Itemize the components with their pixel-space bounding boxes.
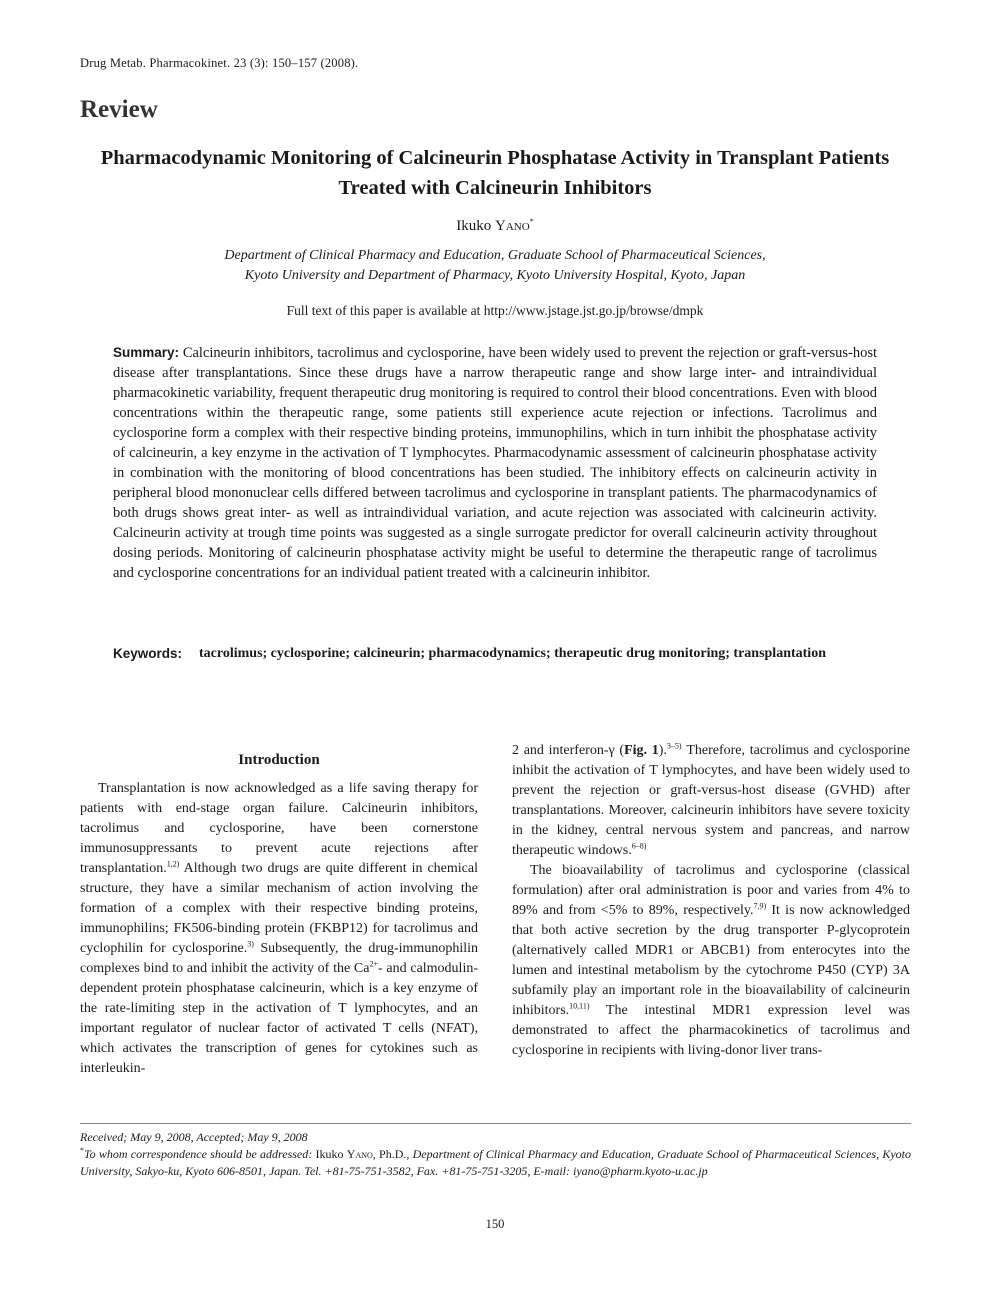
text-run: Transplantation is now acknowledged as a life saving therapy for patients with end-stage organ failure. Calcineurin inhibitors, tacrolimus and cyclosporine, have been cornerstone immunosuppressants to prevent acute rejections after transplantation. [80,781,478,876]
right-column [512,741,910,1061]
text-run: It is now acknowledged that both active secretion by the drug transporter P-glycoprotein (alternatively called MDR1 or ABCB1) from enterocytes into the lumen and intestinal metabolism by the cytochrome P450 (CYP) 3A subfamily play an important role in the bioavailability of calcineurin inhibitors. [512,903,910,1018]
paragraph [80,779,478,1079]
text-run: 2 and interferon-γ ( [512,743,625,758]
text-run: The intestinal MDR1 expression level was demonstrated to affect the pharmacokinetics of tacrolimus and cyclosporine in recipients with living-donor liver trans- [512,1003,910,1058]
correspondence-note [80,1146,911,1180]
citation[interactable]: 3) [247,939,254,949]
text-run: To whom correspondence should be addressed: [84,1147,316,1161]
author-first-name: Ikuko [456,218,496,234]
text-run: , Ph.D., [372,1147,413,1161]
text-run: Yano [346,1147,373,1161]
citation[interactable]: 6–8) [631,841,647,851]
author-line [80,218,910,235]
ion-charge: 2+ [369,959,378,969]
text-run: Department of Clinical Pharmacy and Education, Graduate School of Pharmaceutical Sciences, Kyoto University, Sakyo-ku, Kyoto 606-8501, Japan. Tel. +81-75-751-3582, Fax. +81-75-751-3205, E-mail: iyano@pharm.kyoto-u.ac.jp [80,1147,912,1178]
paragraph [512,861,910,1061]
summary-text: Calcineurin inhibitors, tacrolimus and cyclosporine, have been widely used to prevent the rejection or graft-versus-host disease after transplantations. Since these drugs have a narrow therapeutic range and show large inter- and intraindividual pharmacokinetic variability, frequent therapeutic drug monitoring is required to control their blood concentrations. Even with blood concentrations within the therapeutic range, some patients still experience acute rejection or infections. Tacrolimus and cyclosporine form a complex with their respective binding proteins, immunophilins, which in turn inhibit the phosphatase activity of calcineurin, a key enzyme in the activation of T lymphocytes. Pharmacodynamic assessment of calcineurin phosphatase activity in combination with the monitoring of blood concentrations has been studied. The inhibitory effects on calcineurin activity in peripheral blood mononuclear cells differed between tacrolimus and cyclosporine in transplant patients. The pharmacodynamics of both drugs shows great inter- as well as intraindividual variation, and acute rejection was associated with calcineurin activity. Calcineurin activity at trough time points was suggested as a single surrogate predictor for overall calcineurin activity throughout dosing periods. Monitoring of calcineurin phosphatase activity might be useful to determine the therapeutic range of tacrolimus and cyclosporine concentrations for an individual patient treated with a calcineurin inhibitor. [113,345,877,581]
affiliation [80,246,910,286]
summary-block [113,343,877,583]
figure-reference[interactable]: Fig. 1 [624,743,659,758]
citation[interactable]: 3–5) [666,741,682,751]
citation[interactable]: 7,9) [753,901,767,911]
text-run: Subsequently, the drug-immunophilin complexes bind to and inhibit the activity of the Ca [80,941,478,976]
introduction-heading: Introduction [238,752,320,768]
section-label: Review [80,96,158,123]
text-run: Although two drugs are quite different in chemical structure, they have a similar mechanism of action involving the formation of a complex with their respective binding proteins, immunophilins; FK506-binding protein (FKBP12) for tacrolimus and cyclophilin for cyclosporine. [80,861,478,956]
full-text-link[interactable]: Full text of this paper is available at http://www.jstage.jst.go.jp/browse/dmpk [286,303,704,318]
text-run: The bioavailability of tacrolimus and cyclosporine (classical formulation) after oral administration is poor and varies from 4% to 89% and from <5% to 89%, respectively. [512,863,910,918]
author-last-name: Yano [495,218,530,234]
summary-label: Summary: [113,345,180,360]
affiliation-line-1: Department of Clinical Pharmacy and Education, Graduate School of Pharmaceutical Sciences, [224,248,766,263]
text-run: - and calmodulin-dependent protein phosphatase calcineurin, which is a key enzyme of the rate-limiting step in the activation of T lymphocytes, and an important regulator of nuclear factor of activated T cells (NFAT), which activates the transcription of genes for cytokines such as interleukin- [80,961,479,1076]
text-run: ). [658,743,667,758]
received-dates: Received; May 9, 2008, Accepted; May 9, 2008 [80,1130,308,1144]
page-number: 150 [485,1217,505,1231]
keywords-block [113,644,877,664]
citation[interactable]: 10,11) [569,1001,590,1011]
text-run: Ikuko [315,1147,347,1161]
text-run: Therefore, tacrolimus and cyclosporine inhibit the activation of T lymphocytes, and have been widely used to prevent the rejection or graft-versus-host disease (GVHD) after transplantations. Moreover, calcineurin inhibitors have severe toxicity in the kidney, central nervous system and pancreas, and narrow therapeutic windows. [512,743,910,858]
footnote-divider [80,1123,911,1124]
journal-reference: Drug Metab. Pharmacokinet. 23 (3): 150–157 (2008). [80,56,359,70]
keywords-label: Keywords: [113,646,183,661]
keywords-text: tacrolimus; cyclosporine; calcineurin; pharmacodynamics; therapeutic drug monitoring; transplantation [199,646,826,661]
footnotes [80,1129,911,1180]
footnote-mark: * [80,1146,84,1155]
citation[interactable]: 1,2) [166,859,180,869]
article-title: Pharmacodynamic Monitoring of Calcineurin Phosphatase Activity in Transplant Patients Treated with Calcineurin Inhibitors [100,147,890,199]
left-column [80,750,478,1079]
affiliation-line-2: Kyoto University and Department of Pharmacy, Kyoto University Hospital, Kyoto, Japan [244,268,746,283]
author-mark: * [529,217,534,226]
paragraph [512,741,910,861]
